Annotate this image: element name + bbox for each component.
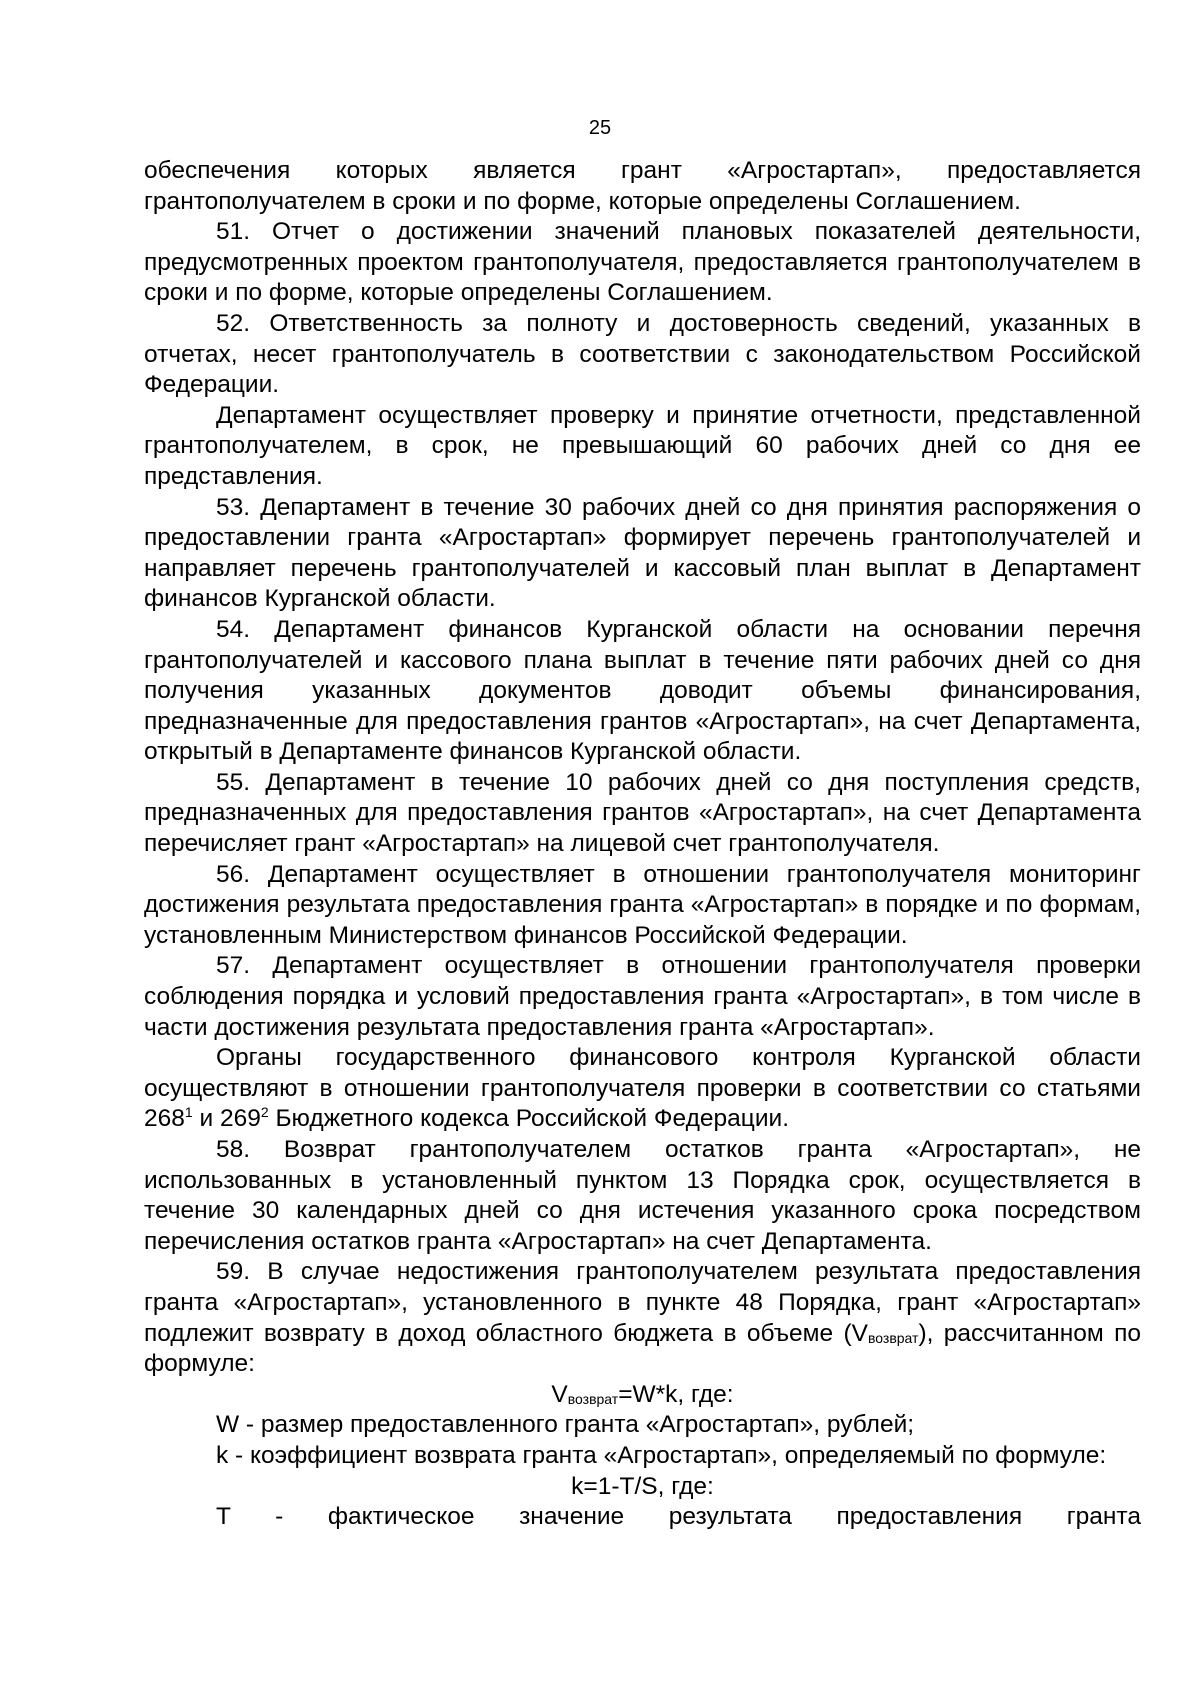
superscript: 1 bbox=[184, 1104, 193, 1121]
formula-return-volume bbox=[144, 1380, 1141, 1411]
paragraph-continuation: обеспечения которых является грант «Агростартап», предоставляется грантополучателем в сроки и по форме, которые определены Соглашением. bbox=[144, 157, 1141, 215]
paragraph-52-department-check: Департамент осуществляет проверку и принятие отчетности, представленной грантополучателем, в срок, не превышающий 60 рабочих дней со дня ее представления. bbox=[144, 401, 1141, 490]
formula-variable: V bbox=[551, 1380, 568, 1408]
paragraph-text: Органы государственного финансового контроля Курганской области осуществляют в отношении грантополучателя проверки в соответствии со статьями 268 bbox=[144, 1044, 1141, 1133]
paragraph-59 bbox=[144, 1257, 1141, 1379]
paragraph-text: ), рассчитанном по формуле: bbox=[144, 1319, 1142, 1378]
paragraph-text: 59. В случае недостижения грантополучателем результата предоставления гранта «Агростартап», установленного в пункте 48 Порядка, грант «Агростартап» подлежит возврату в доход областного бюджета в объеме (V bbox=[144, 1258, 1141, 1347]
paragraph-53: 53. Департамент в течение 30 рабочих дней со дня принятия распоряжения о предоставлении гранта «Агростартап» формирует перечень грантополучателей и направляет перечень грантополучателей и кассовый план выплат в Департамент финансов Курганской области. bbox=[144, 493, 1141, 613]
paragraph-54: 54. Департамент финансов Курганской области на основании перечня грантополучателей и кассового плана выплат в течение пяти рабочих дней со дня получения указанных документов доводит объемы финансирования, предназначенные для предоставления грантов «Агростартап», на счет Департамента, открытый в Департаменте финансов Курганской области. bbox=[144, 615, 1141, 766]
paragraph-56: 56. Департамент осуществляет в отношении грантополучателя мониторинг достижения результата предоставления гранта «Агростартап» в порядке и по формам, установленным Министерством финансов Российской Федерации. bbox=[144, 860, 1141, 949]
definition-w: W - размер предоставленного гранта «Агростартап», рублей; bbox=[216, 1411, 915, 1439]
definition-k: k - коэффициент возврата гранта «Агростартап», определяемый по формуле: bbox=[216, 1441, 1107, 1469]
paragraph-57-control-bodies bbox=[144, 1043, 1141, 1135]
paragraph-text: и 269 bbox=[192, 1105, 261, 1133]
definition-t: T - фактическое значение результата предоставления гранта bbox=[216, 1503, 1141, 1531]
paragraph-text: Бюджетного кодекса Российской Федерации. bbox=[268, 1105, 789, 1133]
document-body bbox=[144, 156, 1141, 1533]
paragraph-55: 55. Департамент в течение 10 рабочих дней со дня поступления средств, предназначенных для предоставления грантов «Агростартап», на счет Департамента перечисляет грант «Агростартап» на лицевой счет грантополучателя. bbox=[144, 768, 1141, 858]
subscript: возврат bbox=[867, 1329, 919, 1346]
page-number: 25 bbox=[588, 117, 612, 139]
subscript: возврат bbox=[567, 1390, 619, 1407]
paragraph-51: 51. Отчет о достижении значений плановых показателей деятельности, предусмотренных проектом грантополучателя, предоставляется грантополучателем в сроки и по форме, которые определены Соглашением. bbox=[144, 218, 1141, 307]
paragraph-58: 58. Возврат грантополучателем остатков гранта «Агростартап», не использованных в установленный пунктом 13 Порядка срок, осуществляется в течение 30 календарных дней со дня истечения указанного срока посредством перечисления остатков гранта «Агростартап» на счет Департамента. bbox=[144, 1136, 1141, 1255]
formula-coefficient: k=1-T/S, где: bbox=[571, 1472, 714, 1500]
paragraph-57: 57. Департамент осуществляет в отношении грантополучателя проверки соблюдения порядка и условий предоставления гранта «Агростартап», в том числе в части достижения результата предоставления гранта «Агростартап». bbox=[144, 952, 1141, 1041]
paragraph-52: 52. Ответственность за полноту и достоверность сведений, указанных в отчетах, несет грантополучатель в соответствии с законодательством Российской Федерации. bbox=[144, 309, 1141, 399]
superscript: 2 bbox=[260, 1104, 269, 1121]
formula-expression: =W*k, где: bbox=[618, 1380, 734, 1408]
